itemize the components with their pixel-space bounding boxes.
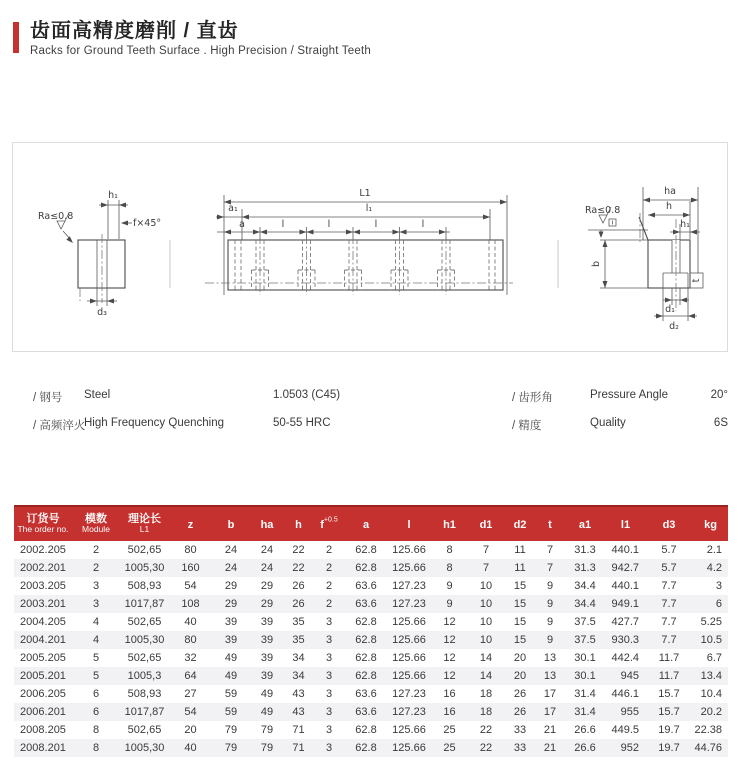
value-cell: 25 <box>443 724 456 736</box>
value-cell: 62.8 <box>355 670 377 682</box>
value-cell: 43 <box>292 706 305 718</box>
value-cell: 7.7 <box>661 580 677 592</box>
end-section-view <box>38 190 161 318</box>
value-cell: 8 <box>92 724 100 736</box>
value-cell: 8 <box>92 742 100 754</box>
value-cell: 10 <box>479 616 493 628</box>
value-cell: 10.4 <box>700 688 722 700</box>
value-cell: 7 <box>546 544 554 556</box>
value-cell: 3 <box>325 670 333 682</box>
value-cell: 440.1 <box>611 544 639 556</box>
value-cell: 930.3 <box>611 634 639 646</box>
value-cell: 125.66 <box>392 742 426 754</box>
table-row <box>14 541 728 559</box>
surface-finish-label: Ra≤0.8 <box>38 211 74 222</box>
value-cell: 10.5 <box>700 634 722 646</box>
value-cell: 79 <box>224 724 238 736</box>
value-cell: 11 <box>514 544 526 556</box>
dim-label-h: h <box>665 201 673 212</box>
value-cell: 43 <box>292 688 305 700</box>
value-cell: 3 <box>325 616 333 628</box>
side-view <box>205 188 513 295</box>
value-cell: 2 <box>325 580 333 592</box>
value-cell: 8 <box>446 562 453 574</box>
dim-label-l1: l₁ <box>365 203 373 214</box>
value-cell: 24 <box>260 562 274 574</box>
value-cell: 37.5 <box>574 616 596 628</box>
value-cell: 21 <box>543 724 557 736</box>
value-cell: 39 <box>260 634 274 646</box>
column-header: b <box>212 506 250 541</box>
value-cell: 2 <box>92 562 100 574</box>
table-row <box>14 613 728 631</box>
value-cell: 79 <box>260 742 274 754</box>
value-cell: 59 <box>224 688 238 700</box>
value-cell: 2.1 <box>706 544 722 556</box>
value-cell: 3 <box>92 598 100 610</box>
value-cell: 49 <box>260 706 274 718</box>
value-cell: 7.7 <box>661 634 677 646</box>
value-cell: 7.7 <box>661 598 677 610</box>
column-header: a <box>345 506 387 541</box>
column-header: l <box>387 506 431 541</box>
dim-label-chamfer: f×45° <box>133 218 162 229</box>
dim-label-d2: d₂ <box>669 321 679 332</box>
value-cell: 5 <box>92 670 100 682</box>
order-no-cell: 2003.205 <box>20 580 66 592</box>
value-cell: 49 <box>224 652 238 664</box>
value-cell: 502,65 <box>127 652 162 664</box>
value-cell: 29 <box>260 598 274 610</box>
value-cell: 31.3 <box>574 544 596 556</box>
dim-label-l: l <box>281 219 285 230</box>
value-cell: 508,93 <box>127 688 162 700</box>
column-header: kg <box>693 506 728 541</box>
value-cell: 955 <box>620 706 639 718</box>
page-title: 齿面高精度磨削 / 直齿 <box>30 20 239 42</box>
column-header: 模数 Module <box>72 506 120 541</box>
value-cell: 2 <box>325 544 333 556</box>
value-cell: 502,65 <box>127 724 162 736</box>
value-cell: 125.66 <box>392 670 426 682</box>
value-cell: 15 <box>513 580 527 592</box>
value-cell: 10 <box>479 598 493 610</box>
dim-label-ha: ha <box>664 186 676 197</box>
value-cell: 13 <box>543 652 557 664</box>
value-cell: 125.66 <box>392 544 426 556</box>
value-cell: 7 <box>546 562 554 574</box>
value-cell: 9 <box>446 598 453 610</box>
dim-label-a1: a₁ <box>228 203 238 214</box>
value-cell: 127.23 <box>392 580 426 592</box>
column-header: d3 <box>645 506 693 541</box>
value-cell: 3 <box>325 652 333 664</box>
value-cell: 49 <box>260 688 274 700</box>
value-cell: 125.66 <box>392 562 426 574</box>
value-cell: 1005,30 <box>124 742 165 754</box>
value-cell: 22 <box>292 544 305 556</box>
value-cell: 2 <box>92 544 100 556</box>
value-cell: 2 <box>325 598 333 610</box>
value-cell: 71 <box>292 724 305 736</box>
value-cell: 26 <box>513 706 527 718</box>
value-cell: 30.1 <box>574 670 596 682</box>
value-cell: 26.6 <box>574 742 596 754</box>
value-cell: 440.1 <box>611 580 639 592</box>
value-cell: 24 <box>260 544 274 556</box>
value-cell: 63.6 <box>355 580 377 592</box>
dim-label-L1: L1 <box>359 188 371 199</box>
value-cell: 33 <box>513 724 527 736</box>
value-cell: 945 <box>620 670 639 682</box>
value-cell: 442.4 <box>611 652 639 664</box>
value-cell: 37.5 <box>574 634 596 646</box>
value-cell: 15 <box>513 616 527 628</box>
column-header: a1 <box>564 506 606 541</box>
value-cell: 26 <box>513 688 527 700</box>
value-cell: 33 <box>513 742 527 754</box>
table-row <box>14 577 728 595</box>
column-header: h <box>284 506 313 541</box>
spec-label-zh: / 精度 <box>512 420 542 432</box>
table-header-row <box>14 506 728 541</box>
value-cell: 10 <box>479 580 493 592</box>
value-cell: 13 <box>543 670 557 682</box>
value-cell: 127.23 <box>392 688 426 700</box>
order-no-cell: 2004.205 <box>20 616 66 628</box>
value-cell: 34 <box>292 670 305 682</box>
column-header: 订货号 The order no. <box>14 506 72 541</box>
value-cell: 34.4 <box>574 580 596 592</box>
order-no-cell: 2004.201 <box>20 634 66 646</box>
value-cell: 31.4 <box>574 688 596 700</box>
value-cell: 39 <box>224 616 238 628</box>
value-cell: 12 <box>443 652 456 664</box>
value-cell: 62.8 <box>355 616 377 628</box>
value-cell: 59 <box>224 706 238 718</box>
value-cell: 108 <box>181 598 200 610</box>
value-cell: 79 <box>224 742 238 754</box>
value-cell: 17 <box>543 688 557 700</box>
value-cell: 62.8 <box>355 652 377 664</box>
value-cell: 502,65 <box>127 544 162 556</box>
value-cell: 9 <box>446 580 453 592</box>
spec-label-zh: / 钢号 <box>33 392 63 404</box>
value-cell: 125.66 <box>392 634 426 646</box>
value-cell: 1005,3 <box>127 670 162 682</box>
value-cell: 127.23 <box>392 598 426 610</box>
value-cell: 20.2 <box>700 706 722 718</box>
dim-label-h1: h₁ <box>108 190 118 201</box>
table-row <box>14 559 728 577</box>
value-cell: 18 <box>479 706 493 718</box>
value-cell: 127.23 <box>392 706 426 718</box>
value-cell: 24 <box>224 562 238 574</box>
value-cell: 7 <box>482 544 490 556</box>
value-cell: 30.1 <box>574 652 596 664</box>
dim-label-l: l <box>421 219 425 230</box>
table-row <box>14 703 728 721</box>
spec-label-zh: / 齿形角 <box>512 392 553 404</box>
table-row <box>14 685 728 703</box>
table-row <box>14 649 728 667</box>
value-cell: 35 <box>292 616 305 628</box>
value-cell: 427.7 <box>611 616 639 628</box>
value-cell: 14 <box>479 652 493 664</box>
dim-label-b: b <box>591 260 602 268</box>
dim-label-l: l <box>327 219 331 230</box>
value-cell: 63.6 <box>355 688 377 700</box>
rack-drawing <box>13 143 727 351</box>
value-cell: 3 <box>325 742 333 754</box>
spec-value: 1.0503 (C45) <box>273 389 341 401</box>
value-cell: 25 <box>443 742 456 754</box>
page-subtitle: Racks for Ground Teeth Surface . High Precision / Straight Teeth <box>30 45 371 57</box>
value-cell: 21 <box>543 742 557 754</box>
order-no-cell: 2008.201 <box>20 742 66 754</box>
value-cell: 44.76 <box>694 742 722 754</box>
value-cell: 16 <box>443 706 456 718</box>
value-cell: 34.4 <box>574 598 596 610</box>
value-cell: 9 <box>546 598 554 610</box>
value-cell: 35 <box>292 634 305 646</box>
page-header <box>30 18 371 57</box>
value-cell: 20 <box>184 724 197 736</box>
dim-label-a: a <box>239 219 245 230</box>
value-cell: 20 <box>513 670 527 682</box>
value-cell: 39 <box>224 634 238 646</box>
value-cell: 40 <box>184 742 197 754</box>
value-cell: 22 <box>479 724 493 736</box>
value-cell: 62.8 <box>355 562 377 574</box>
value-cell: 15 <box>513 634 527 646</box>
table-header <box>14 506 728 541</box>
column-header: $f^{+0.5}$ <box>313 506 345 541</box>
value-cell: 7.7 <box>661 616 677 628</box>
column-header: 理论长 L1 <box>120 506 169 541</box>
spec-value: 50-55 HRC <box>273 417 331 429</box>
value-cell: 24 <box>224 544 238 556</box>
value-cell: 22.38 <box>694 724 722 736</box>
order-no-cell: 2005.205 <box>20 652 66 664</box>
value-cell: 26 <box>292 598 305 610</box>
value-cell: 9 <box>546 616 554 628</box>
table-row <box>14 667 728 685</box>
value-cell: 5.7 <box>661 562 677 574</box>
value-cell: 34 <box>292 652 305 664</box>
spec-label-en: Quality <box>590 417 626 429</box>
value-cell: 16 <box>443 688 456 700</box>
value-cell: 62.8 <box>355 724 377 736</box>
value-cell: 22 <box>292 562 305 574</box>
value-cell: 12 <box>443 616 456 628</box>
cross-section-view <box>585 186 703 332</box>
order-no-cell: 2008.205 <box>20 724 66 736</box>
value-cell: 5 <box>92 652 100 664</box>
column-header: z <box>169 506 212 541</box>
value-cell: 3 <box>715 580 722 592</box>
order-no-cell: 2003.201 <box>20 598 66 610</box>
value-cell: 15.7 <box>658 688 680 700</box>
column-header: ha <box>250 506 284 541</box>
value-cell: 40 <box>184 616 197 628</box>
table-row <box>14 631 728 649</box>
value-cell: 2 <box>325 562 333 574</box>
mounting-holes <box>252 235 455 295</box>
order-no-cell: 2002.205 <box>20 544 66 556</box>
spec-label-en: Pressure Angle <box>590 389 668 401</box>
value-cell: 125.66 <box>392 724 426 736</box>
value-cell: 62.8 <box>355 742 377 754</box>
dim-label-l: l <box>374 219 378 230</box>
value-cell: 3 <box>325 724 333 736</box>
value-cell: 9 <box>546 634 554 646</box>
value-cell: 160 <box>181 562 200 574</box>
column-header: t <box>536 506 564 541</box>
table-row <box>14 739 728 757</box>
spec-row-steel <box>0 389 742 405</box>
value-cell: 6.7 <box>706 652 722 664</box>
technical-drawing-panel <box>12 142 728 352</box>
order-no-cell: 2005.201 <box>20 670 66 682</box>
spec-label-en: High Frequency Quenching <box>84 417 224 429</box>
value-cell: 125.66 <box>392 616 426 628</box>
value-cell: 80 <box>184 634 197 646</box>
value-cell: 19.7 <box>658 742 680 754</box>
value-cell: 15.7 <box>658 706 680 718</box>
spec-value: 6S <box>713 417 728 429</box>
value-cell: 125.66 <box>392 652 426 664</box>
value-cell: 12 <box>443 634 456 646</box>
value-cell: 31.3 <box>574 562 596 574</box>
value-cell: 71 <box>292 742 305 754</box>
dim-label-d3: d₃ <box>97 307 107 318</box>
value-cell: 5.7 <box>661 544 677 556</box>
value-cell: 6 <box>715 598 722 610</box>
value-cell: 502,65 <box>127 616 162 628</box>
value-cell: 6 <box>92 706 100 718</box>
value-cell: 22 <box>479 742 493 754</box>
value-cell: 39 <box>260 670 274 682</box>
value-cell: 54 <box>184 706 197 718</box>
table-body <box>14 541 728 757</box>
value-cell: 949.1 <box>611 598 639 610</box>
value-cell: 1017,87 <box>124 598 165 610</box>
value-cell: 29 <box>260 580 274 592</box>
order-no-cell: 2002.201 <box>20 562 66 574</box>
spec-label-en: Steel <box>84 389 111 401</box>
value-cell: 12 <box>443 670 456 682</box>
value-cell: 20 <box>513 652 527 664</box>
value-cell: 3 <box>325 634 333 646</box>
value-cell: 39 <box>260 616 274 628</box>
value-cell: 4.2 <box>706 562 722 574</box>
dim-label-h1: h₁ <box>680 219 690 230</box>
dim-label-t: t <box>691 278 702 283</box>
value-cell: 64 <box>184 670 197 682</box>
table-row <box>14 721 728 739</box>
value-cell: 446.1 <box>611 688 639 700</box>
value-cell: 54 <box>184 580 197 592</box>
value-cell: 49 <box>224 670 238 682</box>
column-header: d1 <box>468 506 504 541</box>
value-cell: 7 <box>482 562 490 574</box>
value-cell: 27 <box>184 688 197 700</box>
column-header: l1 <box>606 506 645 541</box>
value-cell: 1005,30 <box>124 634 165 646</box>
value-cell: 18 <box>479 688 493 700</box>
value-cell: 10 <box>479 634 493 646</box>
value-cell: 63.6 <box>355 598 377 610</box>
value-cell: 449.5 <box>611 724 639 736</box>
value-cell: 13.4 <box>700 670 722 682</box>
value-cell: 3 <box>325 706 333 718</box>
column-header: h1 <box>431 506 468 541</box>
value-cell: 11.7 <box>658 670 680 682</box>
value-cell: 31.4 <box>574 706 596 718</box>
value-cell: 32 <box>184 652 197 664</box>
value-cell: 15 <box>513 598 527 610</box>
value-cell: 4 <box>92 634 100 646</box>
spec-row-quenching <box>0 417 742 433</box>
value-cell: 63.6 <box>355 706 377 718</box>
value-cell: 19.7 <box>658 724 680 736</box>
value-cell: 3 <box>92 580 100 592</box>
value-cell: 29 <box>224 598 238 610</box>
value-cell: 6 <box>92 688 100 700</box>
value-cell: 17 <box>543 706 557 718</box>
value-cell: 62.8 <box>355 544 377 556</box>
value-cell: 508,93 <box>127 580 162 592</box>
value-cell: 80 <box>184 544 197 556</box>
surface-finish-label: Ra≤0.8 <box>585 205 621 216</box>
value-cell: 39 <box>260 652 274 664</box>
value-cell: 26 <box>292 580 305 592</box>
order-no-cell: 2006.205 <box>20 688 66 700</box>
value-cell: 952 <box>620 742 639 754</box>
value-cell: 14 <box>479 670 493 682</box>
dimension-table-wrap <box>14 505 728 757</box>
value-cell: 942.7 <box>611 562 639 574</box>
title-accent-bar <box>13 22 19 53</box>
spec-value: 20° <box>710 389 728 401</box>
value-cell: 79 <box>260 724 274 736</box>
value-cell: 4 <box>92 616 100 628</box>
spec-label-zh: / 高频淬火 <box>33 420 86 432</box>
dimension-table <box>14 505 728 757</box>
value-cell: 29 <box>224 580 238 592</box>
table-row <box>14 595 728 613</box>
value-cell: 3 <box>325 688 333 700</box>
value-cell: 8 <box>446 544 453 556</box>
value-cell: 1017,87 <box>124 706 165 718</box>
value-cell: 26.6 <box>574 724 596 736</box>
value-cell: 5.25 <box>700 616 722 628</box>
value-cell: 9 <box>546 580 554 592</box>
value-cell: 62.8 <box>355 634 377 646</box>
value-cell: 11 <box>514 562 526 574</box>
value-cell: 1005,30 <box>124 562 165 574</box>
dim-label-d1: d₁ <box>665 304 675 315</box>
order-no-cell: 2006.201 <box>20 706 66 718</box>
value-cell: 11.7 <box>658 652 680 664</box>
column-header: d2 <box>504 506 536 541</box>
